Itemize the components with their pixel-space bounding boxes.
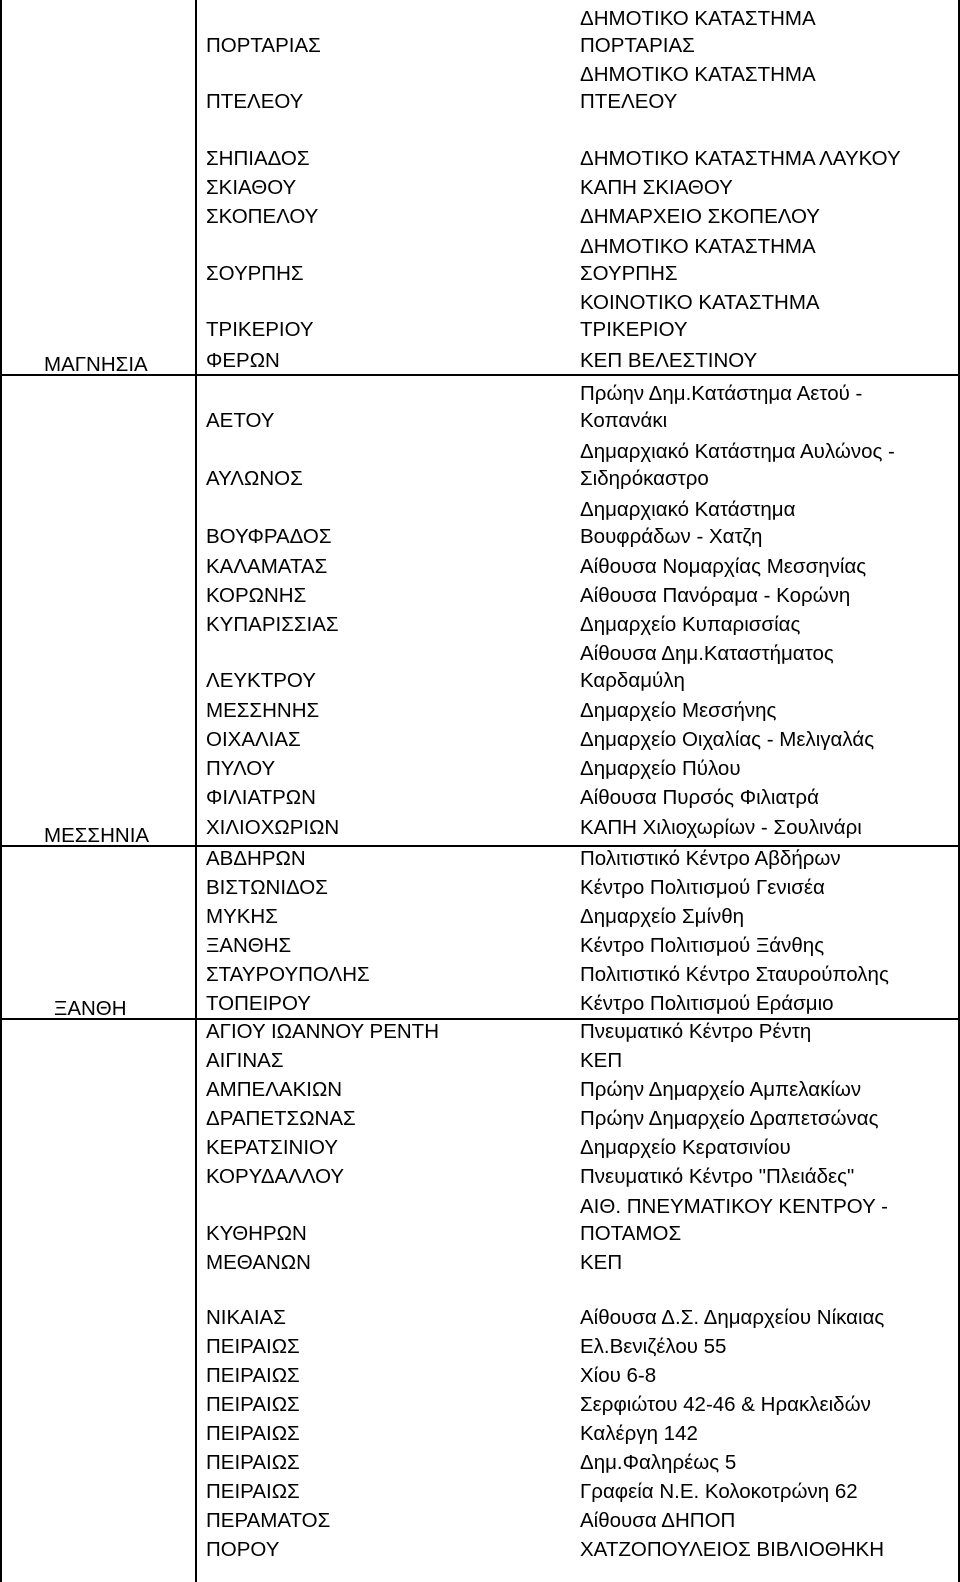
municipality-cell: ΠΕΙΡΑΙΩΣ (206, 1335, 300, 1358)
venue-cell: Δημ.Φαληρέως 5 (580, 1451, 737, 1474)
venue-cell: Δημαρχιακό Κατάστημα Αυλώνος - (580, 440, 895, 463)
municipality-cell: ΔΡΑΠΕΤΣΩΝΑΣ (206, 1107, 356, 1130)
venue-cell: ΠΤΕΛΕΟΥ (580, 90, 678, 113)
municipality-cell: ΠΟΡΤΑΡΙΑΣ (206, 34, 321, 57)
venue-cell: ΑΙΘ. ΠΝΕΥΜΑΤΙΚΟΥ ΚΕΝΤΡΟΥ - (580, 1195, 888, 1218)
municipality-cell: ΠΟΡΟΥ (206, 1538, 280, 1561)
municipality-cell: ΠΕΙΡΑΙΩΣ (206, 1422, 300, 1445)
municipality-cell: ΠΕΙΡΑΙΩΣ (206, 1393, 300, 1416)
municipality-cell: ΑΓΙΟΥ ΙΩΑΝΝΟΥ ΡΕΝΤΗ (206, 1020, 440, 1043)
venue-cell: Κέντρο Πολιτισμού Ξάνθης (580, 934, 825, 957)
venue-cell: ΚΕΠ (580, 1251, 623, 1274)
municipality-cell: ΤΡΙΚΕΡΙΟΥ (206, 318, 314, 341)
venue-cell: Δημαρχείο Μεσσήνης (580, 699, 777, 722)
venue-cell: Βουφράδων - Χατζη (580, 525, 763, 548)
venue-cell: Αίθουσα Νομαρχίας Μεσσηνίας (580, 555, 867, 578)
municipality-cell: ΚΕΡΑΤΣΙΝΙΟΥ (206, 1136, 338, 1159)
venue-cell: Πρώην Δημαρχείο Αμπελακίων (580, 1078, 862, 1101)
municipality-cell: ΟΙΧΑΛΙΑΣ (206, 728, 301, 751)
municipality-cell: ΠΕΙΡΑΙΩΣ (206, 1451, 300, 1474)
municipality-cell: ΚΑΛΑΜΑΤΑΣ (206, 555, 328, 578)
venue-cell: Αίθουσα ΔΗΠΟΠ (580, 1509, 736, 1532)
venue-cell: Καρδαμύλη (580, 669, 685, 692)
table-left-border (0, 0, 2, 1582)
municipality-cell: ΣΚΙΑΘΟΥ (206, 176, 297, 199)
venue-cell: Αίθουσα Δ.Σ. Δημαρχείου Νίκαιας (580, 1306, 885, 1329)
municipality-cell: ΠΤΕΛΕΟΥ (206, 90, 304, 113)
region-label: ΜΑΓΝΗΣΙΑ (44, 353, 148, 376)
municipality-cell: ΚΥΠΑΡΙΣΣΙΑΣ (206, 613, 339, 636)
venue-cell: Δημαρχείο Κερατσινίου (580, 1136, 791, 1159)
municipality-cell: ΜΕΣΣΗΝΗΣ (206, 699, 320, 722)
venue-cell: Δημαρχείο Σμίνθη (580, 905, 745, 928)
municipality-cell: ΦΙΛΙΑΤΡΩΝ (206, 786, 316, 809)
venue-cell: Κέντρο Πολιτισμού Γενισέα (580, 876, 825, 899)
venue-cell: ΧΑΤΖΟΠΟΥΛΕΙΟΣ ΒΙΒΛΙΟΘΗΚΗ (580, 1538, 885, 1561)
venue-cell: Δημαρχείο Οιχαλίας - Μελιγαλάς (580, 728, 875, 751)
municipality-cell: ΒΙΣΤΩΝΙΔΟΣ (206, 876, 328, 899)
municipality-cell: ΚΟΡΥΔΑΛΛΟΥ (206, 1165, 345, 1188)
venue-cell: ΠΟΡΤΑΡΙΑΣ (580, 34, 695, 57)
municipality-cell: ΤΟΠΕΙΡΟΥ (206, 992, 311, 1015)
venue-cell: Σιδηρόκαστρο (580, 467, 709, 490)
venue-cell: ΣΟΥΡΠΗΣ (580, 262, 678, 285)
venue-cell: Σερφιώτου 42-46 & Ηρακλειδών (580, 1393, 871, 1416)
venue-cell: Αίθουσα Πανόραμα - Κορώνη (580, 584, 851, 607)
municipality-cell: ΣΚΟΠΕΛΟΥ (206, 205, 319, 228)
venue-cell: Ελ.Βενιζέλου 55 (580, 1335, 727, 1358)
venue-cell: ΔΗΜΟΤΙΚΟ ΚΑΤΑΣΤΗΜΑ (580, 235, 816, 258)
group-divider-xanthi (0, 1018, 960, 1020)
venue-cell: ΔΗΜΟΤΙΚΟ ΚΑΤΑΣΤΗΜΑ (580, 63, 816, 86)
venue-cell: Πνευματικό Κέντρο Ρέντη (580, 1020, 812, 1043)
municipality-cell: ΞΑΝΘΗΣ (206, 934, 292, 957)
venue-cell: Δημαρχιακό Κατάστημα (580, 498, 796, 521)
municipality-cell: ΚΟΡΩΝΗΣ (206, 584, 307, 607)
venue-cell: Πρώην Δημ.Κατάστημα Αετού - (580, 382, 863, 405)
venue-cell: ΚΑΠΗ ΣΚΙΑΘΟΥ (580, 176, 733, 199)
municipality-cell: ΦΕΡΩΝ (206, 349, 280, 372)
municipality-cell: ΜΥΚΗΣ (206, 905, 278, 928)
venue-cell: ΚΕΠ (580, 1049, 623, 1072)
venue-cell: Καλέργη 142 (580, 1422, 698, 1445)
municipality-cell: ΒΟΥΦΡΑΔΟΣ (206, 525, 332, 548)
venue-cell: ΚΑΠΗ Χιλιοχωρίων - Σουλινάρι (580, 816, 862, 839)
municipality-cell: ΑΜΠΕΛΑΚΙΩΝ (206, 1078, 343, 1101)
venue-cell: Γραφεία Ν.Ε. Κολοκοτρώνη 62 (580, 1480, 858, 1503)
municipality-cell: ΑΕΤΟΥ (206, 409, 275, 432)
venue-cell: ΔΗΜΟΤΙΚΟ ΚΑΤΑΣΤΗΜΑ (580, 7, 816, 30)
venue-cell: Πολιτιστικό Κέντρο Σταυρούπολης (580, 963, 889, 986)
municipality-cell: ΣΗΠΙΑΔΟΣ (206, 147, 310, 170)
municipality-cell: ΑΥΛΩΝΟΣ (206, 467, 303, 490)
municipality-cell: ΑΙΓΙΝΑΣ (206, 1049, 284, 1072)
venue-cell: ΚΟΙΝΟΤΙΚΟ ΚΑΤΑΣΤΗΜΑ (580, 291, 820, 314)
municipality-cell: ΠΕΙΡΑΙΩΣ (206, 1480, 300, 1503)
region-label: ΜΕΣΣΗΝΙΑ (44, 824, 150, 847)
venue-cell: ΠΟΤΑΜΟΣ (580, 1222, 682, 1245)
venue-cell: ΤΡΙΚΕΡΙΟΥ (580, 318, 688, 341)
table-column-divider (195, 0, 197, 1582)
venue-cell: Χίου 6-8 (580, 1364, 657, 1387)
venue-cell: Πνευματικό Κέντρο "Πλειάδες" (580, 1165, 855, 1188)
venue-cell: ΚΕΠ ΒΕΛΕΣΤΙΝΟΥ (580, 349, 758, 372)
venue-cell: Κέντρο Πολιτισμού Εράσμιο (580, 992, 834, 1015)
municipality-cell: ΠΥΛΟΥ (206, 757, 276, 780)
municipality-cell: ΑΒΔΗΡΩΝ (206, 847, 306, 870)
municipality-cell: ΚΥΘΗΡΩΝ (206, 1222, 307, 1245)
municipality-cell: ΣΤΑΥΡΟΥΠΟΛΗΣ (206, 963, 370, 986)
venue-cell: Πολιτιστικό Κέντρο Αβδήρων (580, 847, 841, 870)
venue-cell: Δημαρχείο Κυπαρισσίας (580, 613, 801, 636)
venue-cell: ΔΗΜΑΡΧΕΙΟ ΣΚΟΠΕΛΟΥ (580, 205, 820, 228)
municipality-cell: ΜΕΘΑΝΩΝ (206, 1251, 311, 1274)
municipality-cell: ΛΕΥΚΤΡΟΥ (206, 669, 316, 692)
venue-cell: Δημαρχείο Πύλου (580, 757, 741, 780)
municipality-cell: ΧΙΛΙΟΧΩΡΙΩΝ (206, 816, 340, 839)
municipality-cell: ΠΕΡΑΜΑΤΟΣ (206, 1509, 331, 1532)
municipality-cell: ΣΟΥΡΠΗΣ (206, 262, 304, 285)
venue-cell: Αίθουσα Πυρσός Φιλιατρά (580, 786, 819, 809)
venue-cell: Αίθουσα Δημ.Καταστήματος (580, 642, 834, 665)
municipality-cell: ΝΙΚΑΙΑΣ (206, 1306, 286, 1329)
municipality-cell: ΠΕΙΡΑΙΩΣ (206, 1364, 300, 1387)
venue-cell: ΔΗΜΟΤΙΚΟ ΚΑΤΑΣΤΗΜΑ ΛΑΥΚΟΥ (580, 147, 901, 170)
region-label: ΞΑΝΘΗ (54, 997, 127, 1020)
venue-cell: Πρώην Δημαρχείο Δραπετσώνας (580, 1107, 879, 1130)
venue-cell: Κοπανάκι (580, 409, 668, 432)
